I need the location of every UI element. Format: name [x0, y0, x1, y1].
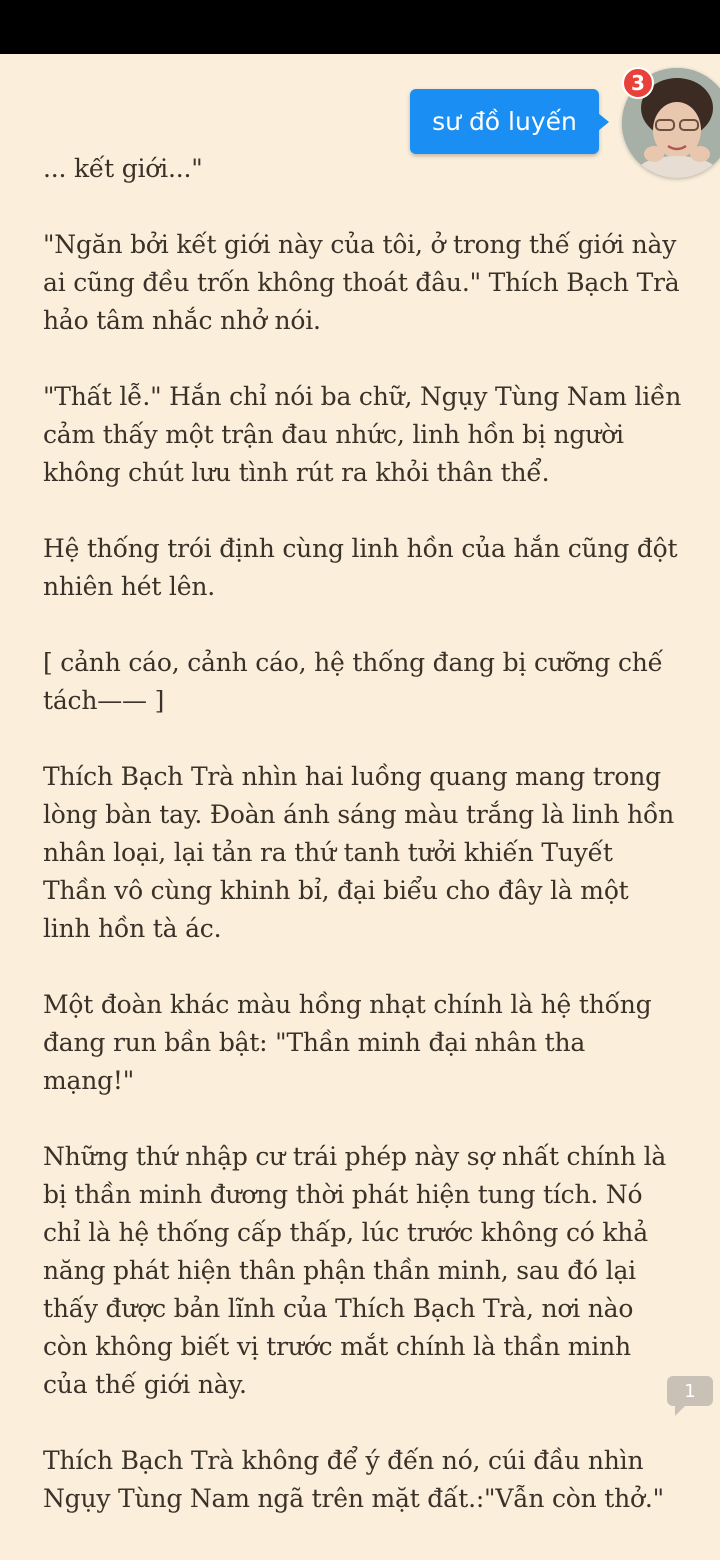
paragraph: ... kết giới..."	[43, 154, 203, 183]
status-bar	[0, 0, 720, 54]
bubble-label: sư đồ luyến	[432, 107, 577, 136]
comment-icon[interactable]	[667, 1376, 713, 1406]
paragraph: Một đoàn khác màu hồng nhạt chính là hệ thống đang run bần bật: "Thần minh đại nhân tha mạng!"	[43, 990, 652, 1095]
notification-badge: 3	[622, 67, 654, 99]
paragraph: Thích Bạch Trà nhìn hai luồng quang mang trong lòng bàn tay. Đoàn ánh sáng màu trắng là linh hồn nhân loại, lại tản ra thứ tanh tưởi khiến Tuyết Thần vô cùng khinh bỉ, đại biểu cho đây là một linh hồn tà ác.	[43, 762, 675, 943]
comment-count: 1	[684, 1380, 696, 1402]
paragraph: "Thất lễ." Hắn chỉ nói ba chữ, Ngụy Tùng Nam liền cảm thấy một trận đau nhức, linh hồn bị người không chút lưu tình rút ra khỏi thân thể.	[43, 382, 682, 487]
reader-text	[43, 150, 683, 1518]
paragraph: "Ngăn bởi kết giới này của tôi, ở trong thế giới này ai cũng đều trốn không thoát đâu." Thích Bạch Trà hảo tâm nhắc nhở nói.	[43, 230, 680, 335]
paragraph: Hệ thống trói định cùng linh hồn của hắn cũng đột nhiên hét lên.	[43, 534, 678, 601]
paragraph: [ cảnh cáo, cảnh cáo, hệ thống đang bị cưỡng chế tách—— ]	[43, 648, 663, 715]
floating-bubble-button[interactable]	[410, 89, 599, 154]
paragraph: Thích Bạch Trà không để ý đến nó, cúi đầu nhìn Ngụy Tùng Nam ngã trên mặt đất.:"Vẫn còn thở."	[43, 1446, 664, 1513]
paragraph: Những thứ nhập cư trái phép này sợ nhất chính là bị thần minh đương thời phát hiện tung tích. Nó chỉ là hệ thống cấp thấp, lúc trước không có khả năng phát hiện thân phận thần minh, sau đó lại thấy được bản lĩnh của Thích Bạch Trà, nơi nào còn không biết vị trước mắt chính là thần minh của thế giới này.	[43, 1142, 667, 1399]
